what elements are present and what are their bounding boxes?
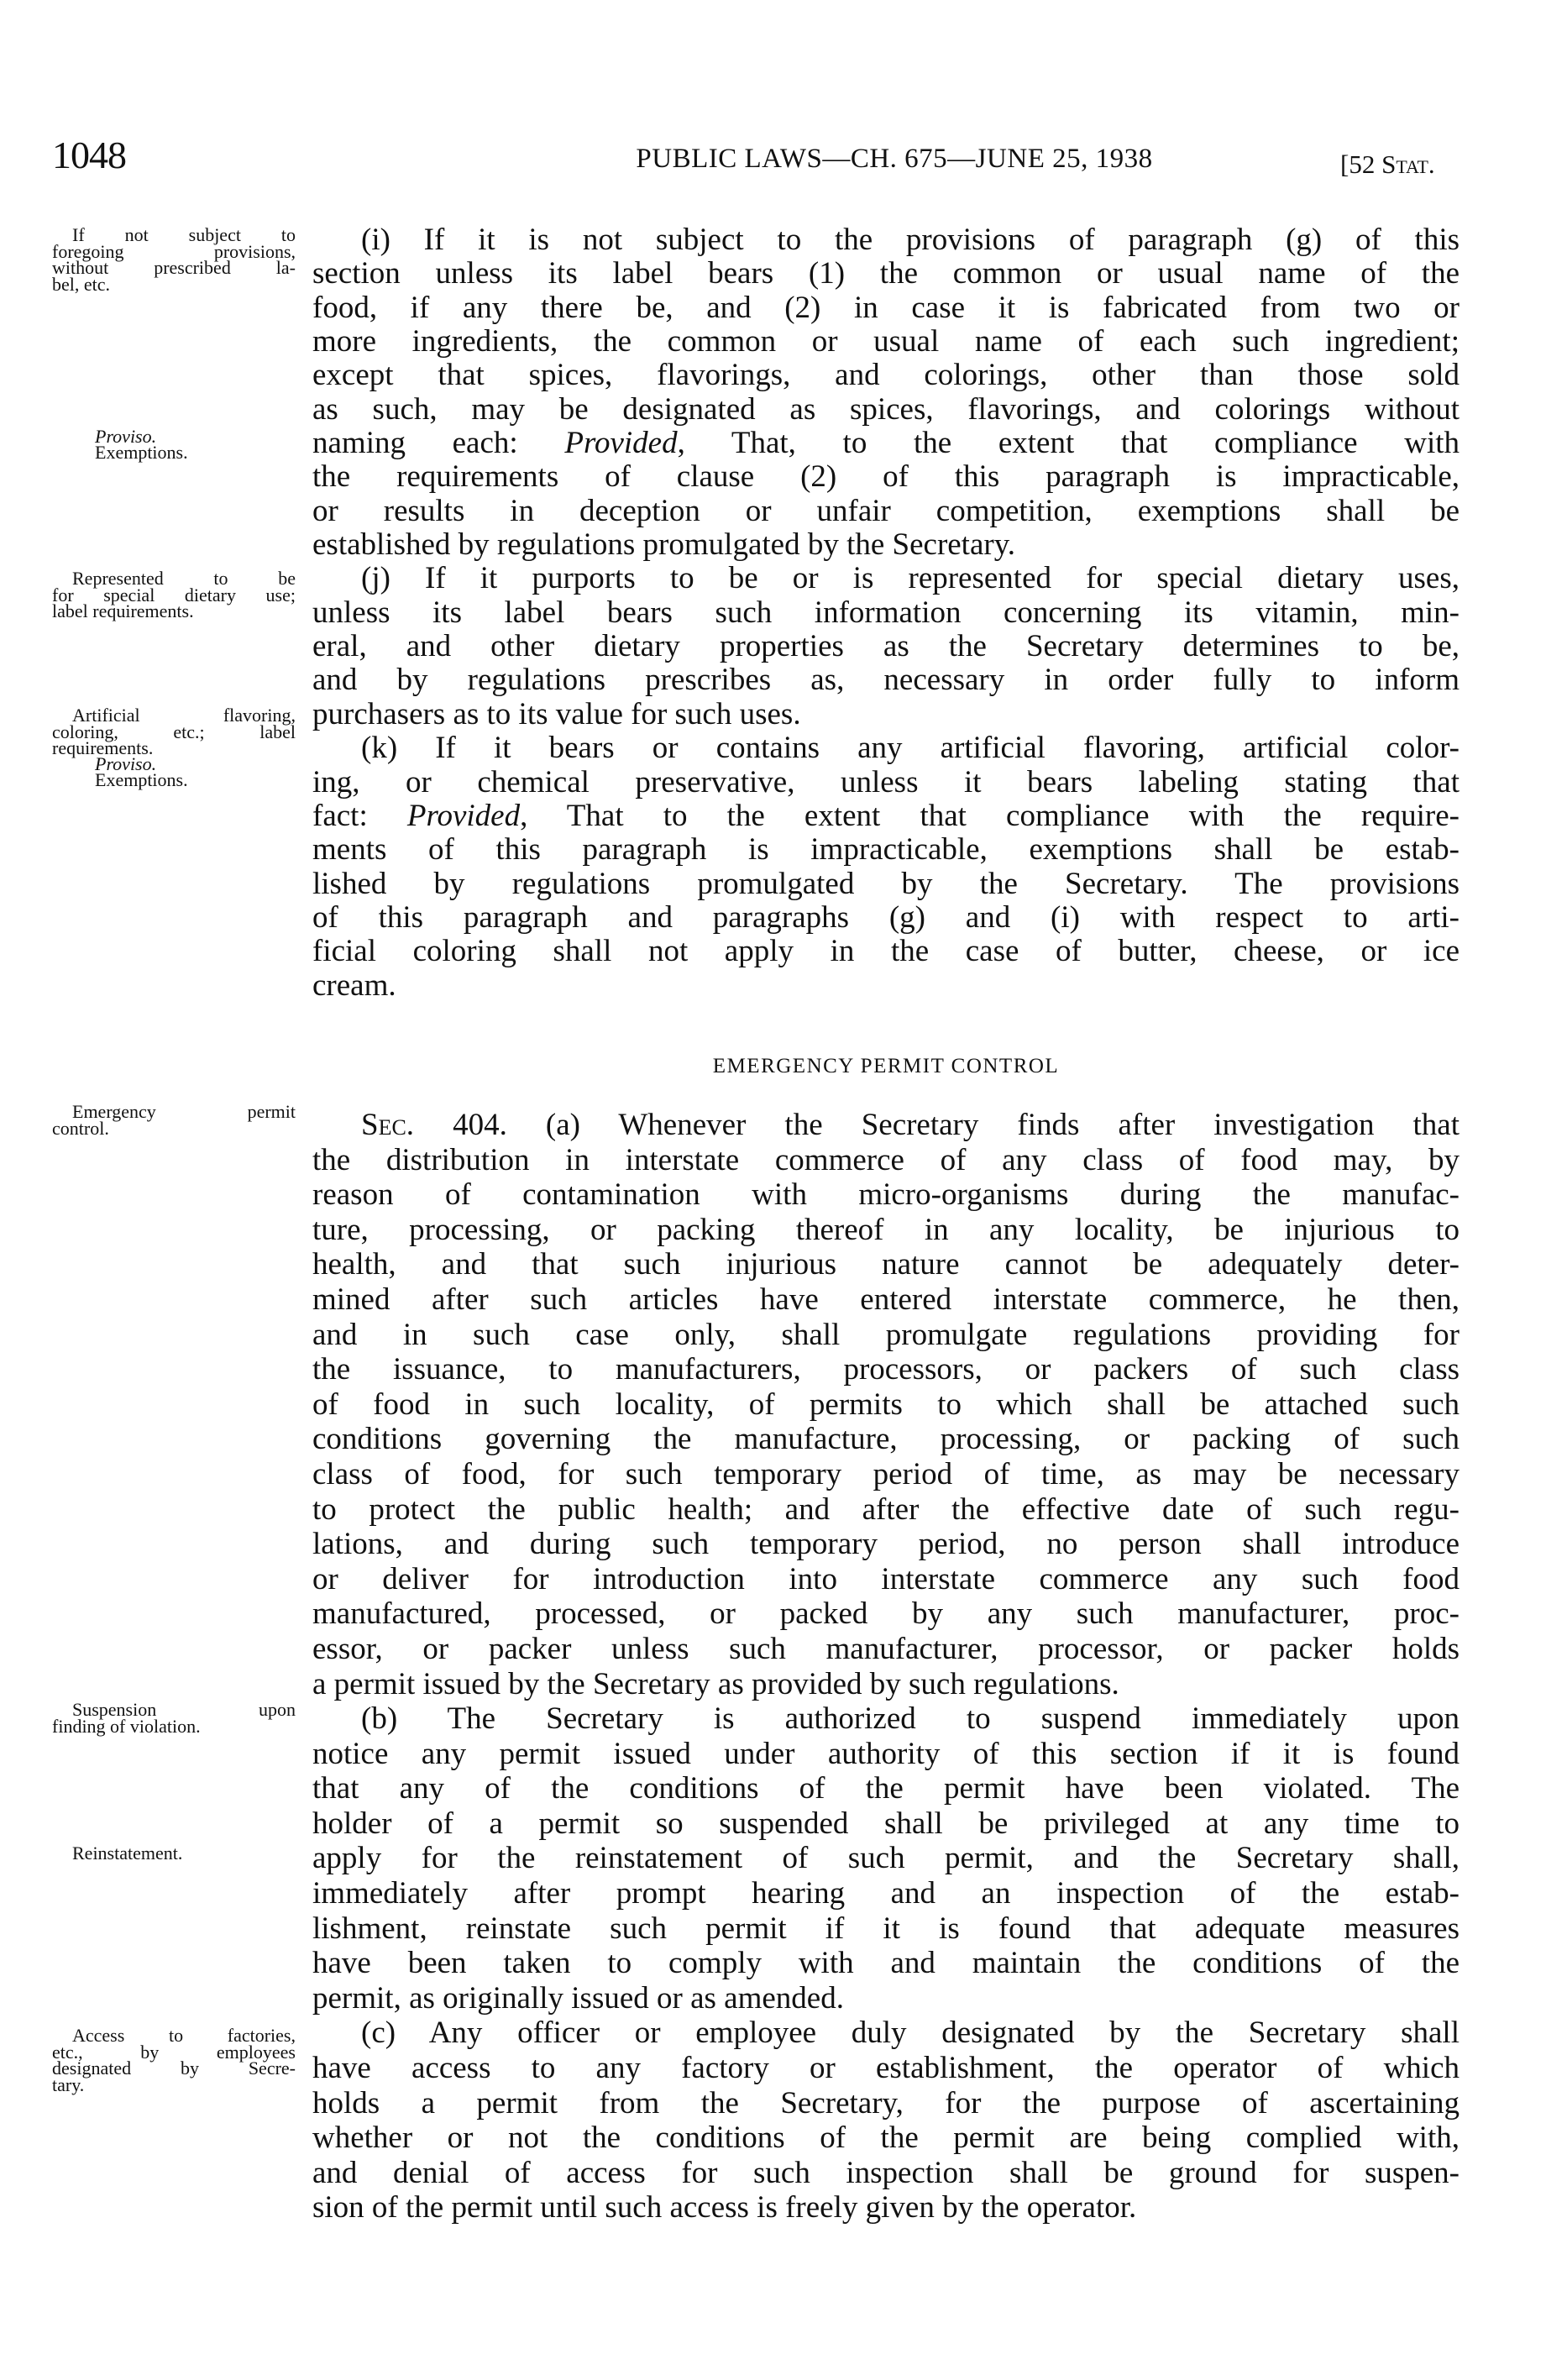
body-part-food-labeling <box>312 223 1460 1003</box>
text-line: have access to any factory or establishment, the operator of which <box>312 2051 1460 2086</box>
text-line: purchasers as to its value for such uses. <box>312 696 801 731</box>
text-line: and by regulations prescribes as, necessary in order fully to inform <box>312 663 1460 698</box>
text-line: and in such case only, shall promulgate regulations providing for <box>312 1317 1460 1352</box>
margin-note-line: label requirements. <box>52 600 194 621</box>
text-line: reason of contamination with micro-organisms during the manufac- <box>312 1177 1460 1213</box>
text-line: ments of this paragraph is impracticable, exemptions shall be estab- <box>312 832 1460 868</box>
margin-note-line: without prescribed la- <box>52 257 296 278</box>
text-line: (k) If it bears or contains any artificial flavoring, artificial color- <box>361 731 1460 766</box>
text-line: sion of the permit until such access is freely given by the operator. <box>312 2190 1137 2225</box>
margin-note-line: Represented to be <box>72 568 296 589</box>
text-line: and denial of access for such inspection shall be ground for suspen- <box>312 2155 1460 2190</box>
margin-note-access <box>52 2027 296 2093</box>
text-line: ture, processing, or packing thereof in any locality, be injurious to <box>312 1212 1460 1247</box>
margin-note-artificial <box>52 707 296 757</box>
running-head: PUBLIC LAWS—CH. 675—JUNE 25, 1938 <box>636 144 1153 174</box>
text-line: immediately after prompt hearing and an inspection of the estab- <box>312 1876 1460 1911</box>
text-line: ficial coloring shall not apply in the case of butter, cheese, or ice <box>312 934 1460 969</box>
text-line: (j) If it purports to be or is represented for special dietary uses, <box>361 561 1460 596</box>
volume-reference <box>1340 148 1435 181</box>
section-label: Sec. <box>361 1108 415 1142</box>
text-line: holder of a permit so suspended shall be privileged at any time to <box>312 1806 1460 1841</box>
text-line: or deliver for introduction into interstate commerce any such food <box>312 1561 1460 1596</box>
margin-note-line: bel, etc. <box>52 273 111 295</box>
text-line: health, and that such injurious nature cannot be adequately deter- <box>312 1247 1460 1282</box>
margin-note-line: Access to factories, <box>72 2025 296 2046</box>
text-line: eral, and other dietary properties as the Secretary determines to be, <box>312 629 1460 664</box>
paragraph-sec-404-c <box>312 2016 1460 2225</box>
text-line: have been taken to comply with and maintain the conditions of the <box>312 1946 1460 1981</box>
volume-suffix: Stat. <box>1381 149 1435 179</box>
margin-note-not-subject <box>52 224 296 295</box>
margin-note-suspension <box>52 1699 296 1737</box>
text-line: the requirements of clause (2) of this paragraph is impracticable, <box>312 459 1460 495</box>
paragraph-sec-404-b <box>312 1701 1460 2016</box>
margin-note-proviso: Proviso. <box>95 426 157 447</box>
margin-note-dietary <box>52 570 296 620</box>
margin-note-line: finding of violation. <box>52 1715 201 1737</box>
margin-note-line: tary. <box>52 2073 85 2095</box>
text-line: manufactured, processed, or packed by any such manufacturer, proc- <box>312 1596 1460 1632</box>
margin-note-line: for special dietary use; <box>52 584 296 605</box>
text-line: to protect the public health; and after the effective date of such regu- <box>312 1491 1460 1527</box>
text-line: class of food, for such temporary period of time, as may be necessary <box>312 1456 1460 1491</box>
text-line: lishment, reinstate such permit if it is found that adequate measures <box>312 1911 1460 1946</box>
text-line: apply for the reinstatement of such permit, and the Secretary shall, <box>312 1841 1460 1876</box>
page-number: 1048 <box>52 134 126 176</box>
text-line: that any of the conditions of the permit have been violated. The <box>312 1771 1460 1806</box>
margin-note-line: Artificial flavoring, <box>72 705 296 726</box>
body-part-sec-404 <box>312 1108 1460 2225</box>
text-line: section unless its label bears (1) the common or usual name of the <box>312 256 1460 291</box>
text-fragment: fact: <box>312 798 407 833</box>
text-line: as such, may be designated as spices, flavorings, and colorings without <box>312 391 1460 427</box>
paragraph-sec-404-a <box>312 1108 1460 1701</box>
text-line: unless its label bears such information concerning its vitamin, min- <box>312 595 1460 630</box>
paragraph-i <box>312 223 1460 562</box>
text-line: whether or not the conditions of the permit are being complied with, <box>312 2121 1460 2156</box>
text-line: a permit issued by the Secretary as provided by such regulations. <box>312 1666 1119 1701</box>
volume-prefix: [52 <box>1340 149 1382 179</box>
text-line: cream. <box>312 967 396 1003</box>
text-line: essor, or packer unless such manufacturer, processor, or packer holds <box>312 1631 1460 1666</box>
text-fragment: , That, to the extent that compliance with <box>677 426 1460 461</box>
text-fragment: , That to the extent that compliance with the require- <box>520 798 1460 833</box>
text-line <box>312 1108 1460 1143</box>
text-line: permit, as originally issued or as amended. <box>312 1980 844 2016</box>
margin-note-proviso: Proviso. <box>95 753 157 774</box>
text-line: lations, and during such temporary period, no person shall introduce <box>312 1527 1460 1562</box>
margin-note-line: foregoing provisions, <box>52 240 296 262</box>
text-line: established by regulations promulgated by the Secretary. <box>312 527 1016 563</box>
text-line: conditions governing the manufacture, processing, or packing of such <box>312 1422 1460 1457</box>
text-line: of food in such locality, of permits to which shall be attached such <box>312 1387 1460 1422</box>
margin-note-line: Suspension upon <box>72 1699 296 1720</box>
margin-note-line: Emergency permit <box>72 1101 296 1122</box>
text-line: (c) Any officer or employee duly designated by the Secretary shall <box>361 2016 1460 2051</box>
text-line: the distribution in interstate commerce of any class of food may, by <box>312 1142 1460 1177</box>
margin-note-exemptions: Exemptions. <box>95 442 188 463</box>
margin-note-line: designated by Secre- <box>52 2058 296 2079</box>
margin-note-emergency <box>52 1101 296 1139</box>
text-line: (b) The Secretary is authorized to suspend immediately upon <box>361 1701 1460 1737</box>
text-line: more ingredients, the common or usual name of each such ingredient; <box>312 324 1460 359</box>
text-line <box>312 427 1460 460</box>
text-line: of this paragraph and paragraphs (g) and (i) with respect to arti- <box>312 899 1460 935</box>
paragraph-j <box>312 562 1460 731</box>
paragraph-k <box>312 731 1460 1003</box>
text-line: except that spices, flavorings, and colorings, other than those sold <box>312 358 1460 393</box>
text-fragment: 404. (a) Whenever the Secretary finds after investigation that <box>414 1108 1460 1142</box>
text-line: food, if any there be, and (2) in case it is fabricated from two or <box>312 290 1460 325</box>
text-fragment: naming each: <box>312 426 565 461</box>
margin-note-line: etc., by employees <box>52 2041 296 2063</box>
margin-note-reinstatement: Reinstatement. <box>72 1843 183 1864</box>
margin-note-exemptions: Exemptions. <box>95 769 188 790</box>
provided-italic: Provided <box>564 426 678 461</box>
text-line: the issuance, to manufacturers, processors, or packers of such class <box>312 1352 1460 1387</box>
provided-italic: Provided <box>406 798 521 833</box>
text-line: ing, or chemical preservative, unless it bears labeling stating that <box>312 764 1460 799</box>
text-line: mined after such articles have entered interstate commerce, he then, <box>312 1282 1460 1317</box>
margin-note-line: coloring, etc.; label <box>52 721 296 742</box>
margin-note-line: requirements. <box>52 737 154 758</box>
text-line: (i) If it is not subject to the provisions of paragraph (g) of this <box>361 223 1460 257</box>
text-line: or results in deception or unfair competition, exemptions shall be <box>312 493 1460 528</box>
margin-note-line: If not subject to <box>72 224 296 245</box>
margin-note-line: control. <box>52 1117 109 1139</box>
text-line: holds a permit from the Secretary, for the purpose of ascertaining <box>312 2085 1460 2121</box>
text-line <box>312 799 1460 833</box>
text-line: notice any permit issued under authority of this section if it is found <box>312 1736 1460 1771</box>
section-heading: EMERGENCY PERMIT CONTROL <box>712 1055 1060 1077</box>
text-line: lished by regulations promulgated by the Secretary. The provisions <box>312 866 1460 901</box>
